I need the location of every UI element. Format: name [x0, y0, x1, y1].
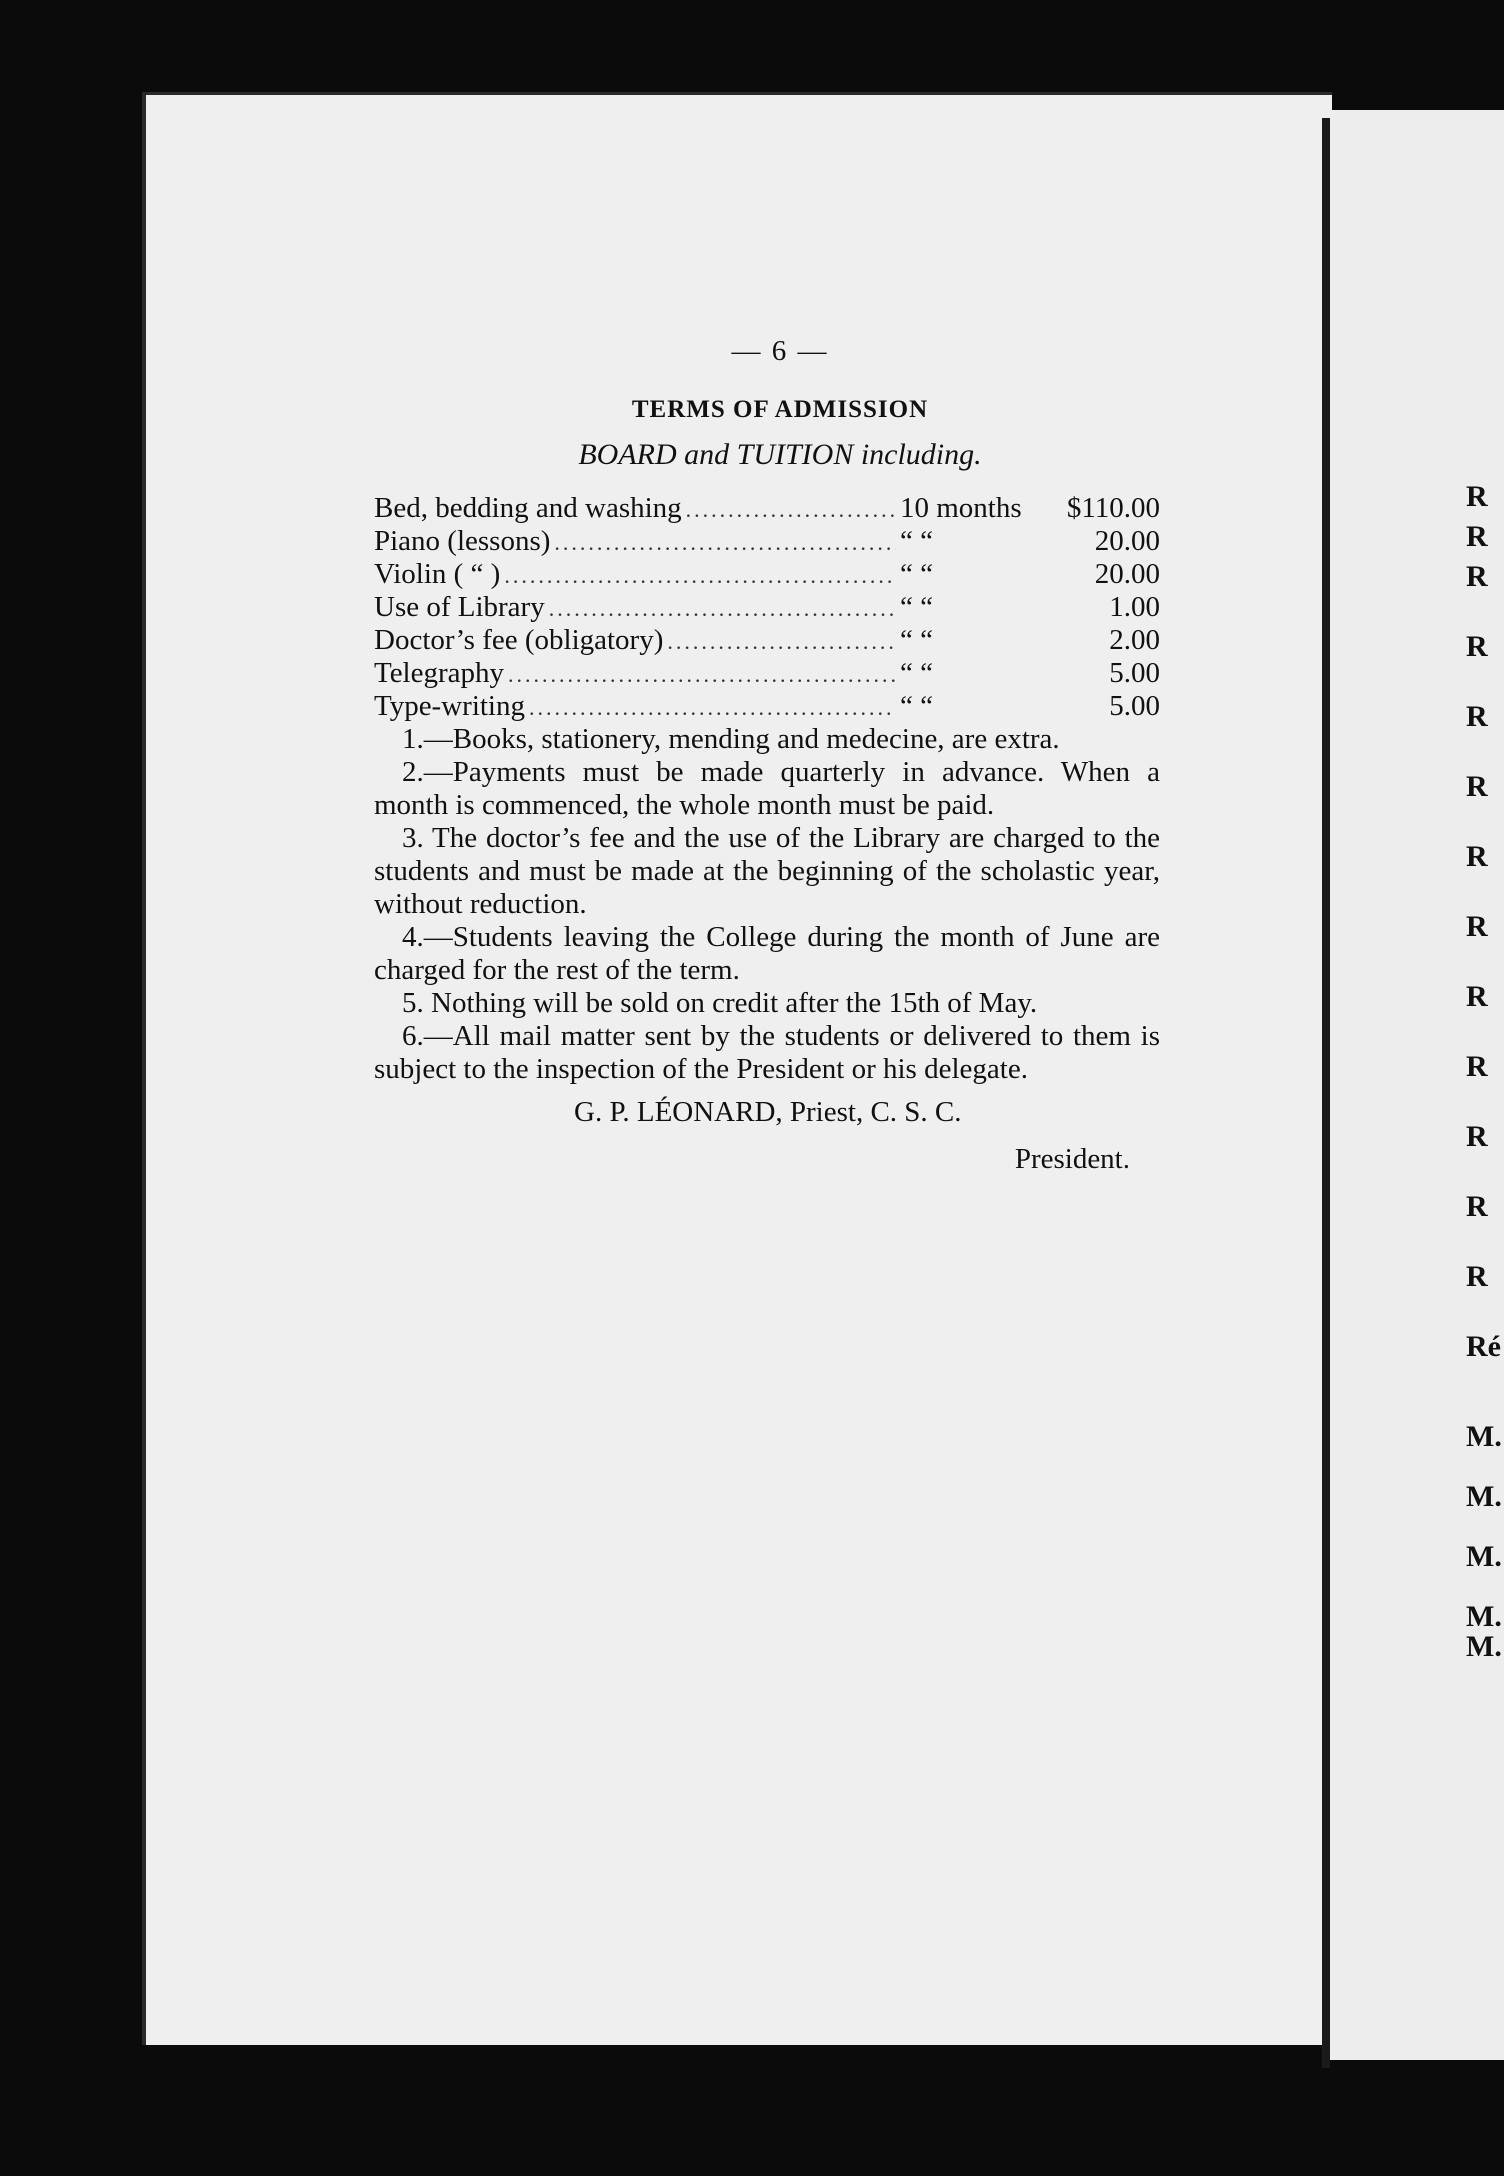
margin-letter: M.: [1466, 1540, 1502, 1573]
fee-term: “ “: [900, 591, 933, 623]
fee-item: Doctor’s fee (obligatory): [374, 624, 664, 656]
fee-amount: 5.00: [1109, 690, 1160, 722]
adjacent-page: [1330, 110, 1504, 2060]
fee-row: [374, 525, 1160, 558]
margin-letter: M.: [1466, 1600, 1502, 1633]
fee-item: Bed, bedding and washing: [374, 492, 682, 524]
fee-row: [374, 591, 1160, 624]
dot-leader: [504, 559, 896, 592]
fee-amount: 20.00: [1094, 558, 1160, 590]
margin-letter: R: [1466, 1120, 1488, 1153]
signature-title: President.: [1014, 1143, 1130, 1175]
margin-letter: Ré: [1466, 1330, 1501, 1363]
note-3: 3. The doctor’s fee and the use of the Library are charged to the students and must be made at the beginning of the scholastic year, without reduction.: [374, 822, 1160, 920]
note-1: 1.—Books, stationery, mending and medecine, are extra.: [402, 723, 1060, 755]
margin-letter: R: [1466, 840, 1488, 873]
fee-amount: 1.00: [1109, 591, 1160, 623]
note-6: 6.—All mail matter sent by the students or delivered to them is subject to the inspection of the President or his delegate.: [374, 1020, 1160, 1085]
note-4: 4.—Students leaving the College during the month of June are charged for the rest of the term.: [374, 921, 1160, 986]
margin-letter: R: [1466, 1050, 1488, 1083]
fee-row: [374, 657, 1160, 690]
note-2: 2.—Payments must be made quarterly in advance. When a month is commenced, the whole month must be paid.: [374, 756, 1160, 821]
fee-amount: 2.00: [1109, 624, 1160, 656]
margin-letter: R: [1466, 630, 1488, 663]
fee-row: [374, 690, 1160, 723]
note-5: 5. Nothing will be sold on credit after the 15th of May.: [402, 987, 1038, 1019]
signature-name: G. P. LÉONARD, Priest, C. S. C.: [574, 1096, 962, 1128]
fee-amount: $110.00: [1066, 492, 1160, 524]
margin-letter: R: [1466, 980, 1488, 1013]
fee-item: Type-writing: [374, 690, 525, 722]
margin-letter: R: [1466, 770, 1488, 803]
page-spine: [1322, 118, 1330, 2068]
margin-letter: R: [1466, 520, 1488, 553]
margin-letter: R: [1466, 700, 1488, 733]
dot-leader: [686, 493, 896, 526]
fee-amount: 5.00: [1109, 657, 1160, 689]
fee-term: “ “: [900, 657, 933, 689]
dot-leader: [554, 526, 896, 559]
fee-item: Use of Library: [374, 591, 545, 623]
fee-item: Telegraphy: [374, 657, 505, 689]
fee-term: “ “: [900, 525, 933, 557]
dot-leader: [508, 658, 896, 691]
margin-letter: R: [1466, 1260, 1488, 1293]
fee-row: [374, 624, 1160, 657]
fee-term: “ “: [900, 690, 933, 722]
dot-leader: [549, 592, 896, 625]
margin-letter: M.: [1466, 1630, 1502, 1663]
margin-letter: R: [1466, 560, 1488, 593]
fee-term: “ “: [900, 624, 933, 656]
margin-letter: R: [1466, 910, 1488, 943]
page-number: — 6 —: [731, 335, 829, 367]
fee-row: [374, 558, 1160, 591]
dot-leader: [667, 625, 896, 658]
fee-item: Violin ( “ ): [374, 558, 501, 590]
margin-letter: R: [1466, 480, 1488, 513]
margin-letter: M.: [1466, 1480, 1502, 1513]
fee-item: Piano (lessons): [374, 525, 551, 557]
fee-table: [374, 492, 1160, 723]
dot-leader: [529, 691, 896, 724]
fee-amount: 20.00: [1094, 525, 1160, 557]
margin-letter: R: [1466, 1190, 1488, 1223]
page-subheading: BOARD and TUITION including.: [578, 438, 982, 471]
fee-term: “ “: [900, 558, 933, 590]
margin-letter: M.: [1466, 1420, 1502, 1453]
page-heading: TERMS OF ADMISSION: [631, 396, 929, 423]
fee-term: 10 months: [900, 492, 1022, 524]
page-content: [374, 335, 1160, 1176]
fee-row: [374, 492, 1160, 525]
